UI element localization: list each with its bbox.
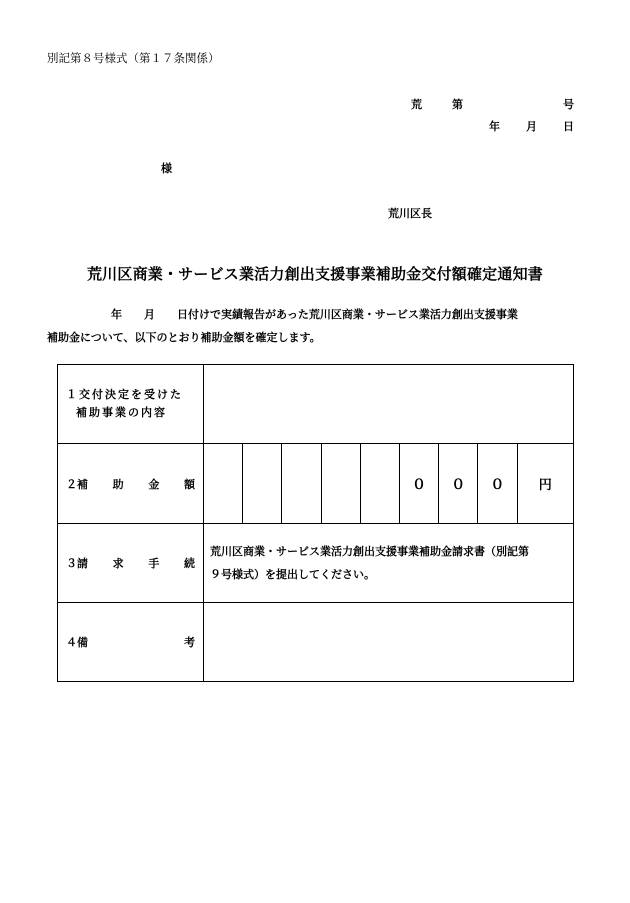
amount-field [204,444,574,524]
body-text-line1: 日付けで実績報告があった荒川区商業・サービス業活力創出支援事業 [177,308,518,321]
issue-date-year: 年 [489,120,500,133]
label-remarks-char: ４備 [66,636,88,649]
body-paragraph [47,303,577,349]
claim-line2: ９号様式）を提出してください。 [210,568,375,581]
label-content-line2: 補助事業の内容 [76,406,167,419]
label-content-line1: １交付決定を受けた [66,388,183,401]
label-amount [58,444,204,524]
label-remarks [58,603,204,682]
amount-digit-cell: ０ [400,444,439,523]
document-title: 荒川区商業・サービス業活力創出支援事業補助金交付額確定通知書 [86,265,543,283]
issuer: 荒川区長 [388,207,432,220]
amount-digit-cell[interactable] [282,444,321,523]
label-claim-char: 手 [148,557,160,570]
issue-date-month: 月 [526,120,537,133]
form-number: 別記第８号様式（第１７条関係） [47,51,220,65]
remarks-field[interactable] [204,603,574,682]
amount-digit-cell[interactable] [243,444,282,523]
label-content [58,365,204,444]
reference-prefix: 荒 [411,98,422,111]
amount-digit-cell[interactable] [204,444,243,523]
label-claim [58,524,204,603]
body-month: 月 [144,308,155,321]
reference-number [411,96,574,112]
reference-dai: 第 [452,98,463,111]
label-remarks-char: 考 [184,636,195,649]
body-text-line2: 補助金について、以下のとおり補助金額を確定します。 [47,331,321,344]
label-amount-char: 額 [183,477,195,491]
label-amount-char: 助 [112,477,124,491]
amount-digit-cell[interactable] [322,444,361,523]
amount-digit-cell[interactable] [361,444,400,523]
label-amount-char: ２補 [66,477,88,491]
reference-go: 号 [563,98,574,111]
body-year: 年 [111,308,122,321]
claim-line1: 荒川区商業・サービス業活力創出支援事業補助金請求書（別記第 [210,545,529,558]
amount-unit: 円 [538,478,552,493]
claim-procedure [204,524,574,603]
issue-date [489,118,574,134]
table-row-amount [58,444,574,524]
amount-digit-cell: ０ [478,444,517,523]
addressee: 様 [161,162,172,175]
table-row-content [58,365,574,444]
label-claim-char: 求 [112,557,124,570]
issue-date-day: 日 [563,120,574,133]
label-claim-char: ３請 [66,557,88,570]
table-row-remarks [58,603,574,682]
details-table [57,364,574,682]
label-amount-char: 金 [148,477,160,491]
label-claim-char: 続 [183,557,195,570]
table-row-claim [58,524,574,603]
content-field[interactable] [204,365,574,444]
amount-digit-cell: ０ [439,444,478,523]
